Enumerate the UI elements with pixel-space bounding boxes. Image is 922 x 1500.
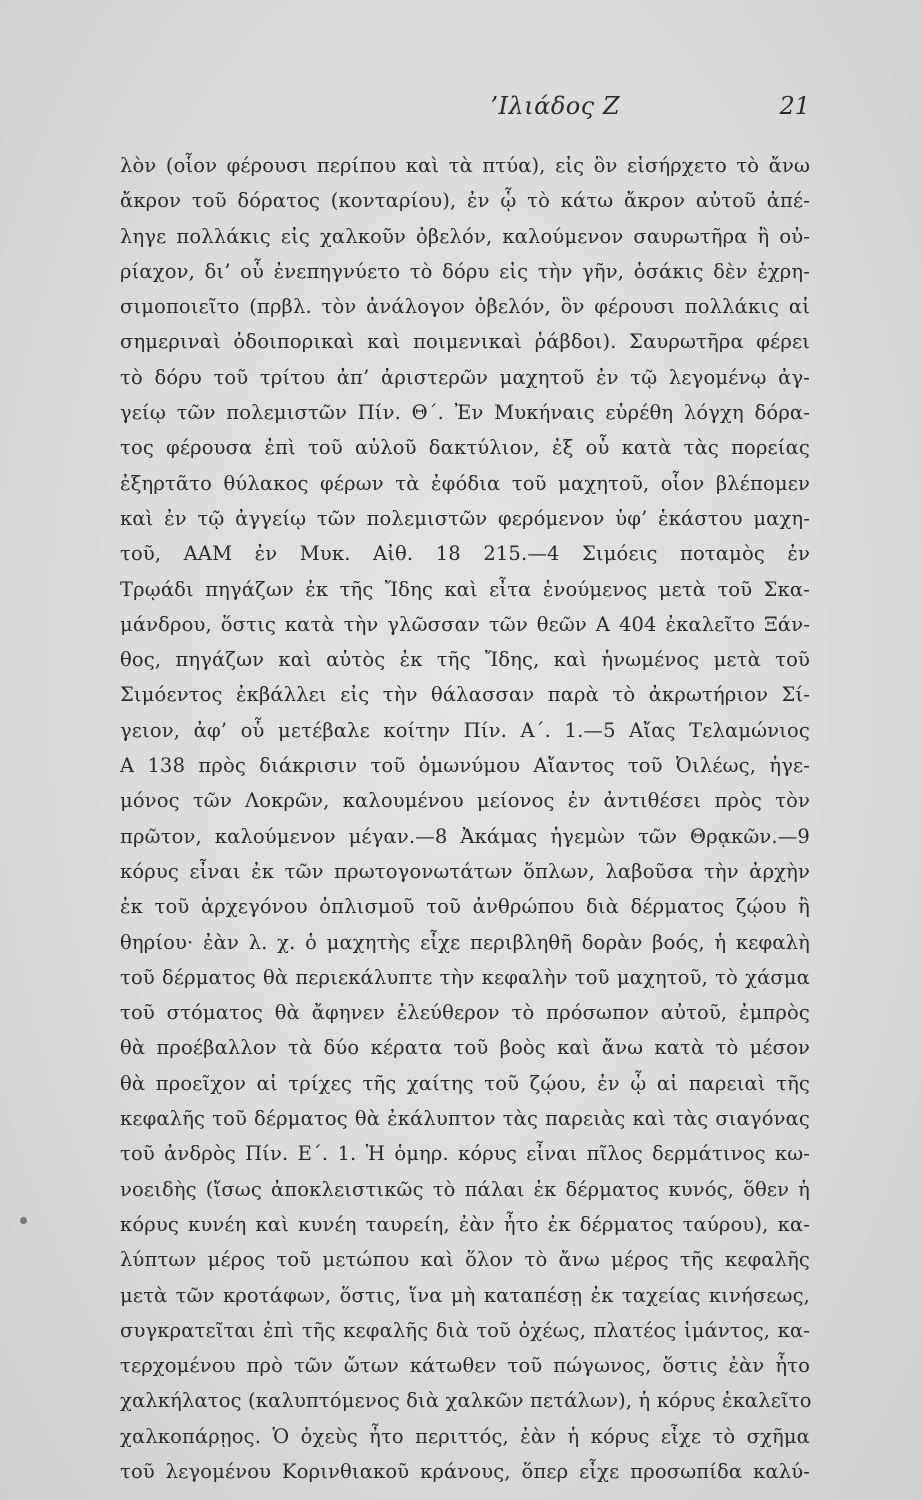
text-line: τὸ δόρυ τοῦ τρίτου ἀπ’ ἀριστερῶν μαχητοῦ ἐν τῷ λεγομένῳ ἀγ-: [120, 365, 810, 389]
text-line: γειον, ἀφ’ οὗ μετέβαλε κοίτην Πίν. Α΄. 1.—5 Αἴας Τελαμώνιος: [120, 718, 810, 742]
text-line: τερχομένου πρὸ τῶν ὤτων κάτωθεν τοῦ πώγωνος, ὅστις ἐὰν ἦτο: [120, 1354, 810, 1378]
text-line: μόνος τῶν Λοκρῶν, καλουμένου μείονος ἐν ἀντιθέσει πρὸς τὸν: [120, 789, 810, 813]
text-line: θος, πηγάζων καὶ αὐτὸς ἐκ τῆς Ἴδης, καὶ ἡνωμένος μετὰ τοῦ: [120, 648, 810, 672]
text-line: ληγε πολλάκις εἰς χαλκοῦν ὀβελόν, καλούμενον σαυρωτῆρα ἢ οὐ-: [120, 224, 810, 248]
text-line: χαλκήλατος (καλυπτόμενος διὰ χαλκῶν πετάλων), ἡ κόρυς ἐκαλεῖτο: [120, 1389, 812, 1413]
text-line: τοῦ λεγομένου Κορινθιακοῦ κράνους, ὅπερ εἶχε προσωπίδα καλύ-: [120, 1459, 810, 1483]
text-line: τοῦ στόματος θὰ ἄφηνεν ἐλεύθερον τὸ πρόσωπον αὐτοῦ, ἐμπρὸς: [120, 1001, 810, 1025]
text-line: πρῶτον, καλούμενον μέγαν.—8 Ἀκάμας ἡγεμὼν τῶν Θρᾳκῶν.—9: [120, 824, 810, 848]
text-line: τος φέρουσα ἐπὶ τοῦ αὐλοῦ δακτύλιον, ἐξ οὗ κατὰ τὰς πορείας: [120, 436, 810, 460]
text-line: νοειδὴς (ἴσως ἀποκλειστικῶς τὸ πάλαι ἐκ δέρματος κυνός, ὅθεν ἡ: [120, 1177, 810, 1201]
text-line: λὸν (οἷον φέρουσι περίπου καὶ τὰ πτύα), εἰς ὃν εἰσήρχετο τὸ ἄνω: [120, 154, 810, 177]
text-line: τοῦ δέρματος θὰ περιεκάλυπτε τὴν κεφαλὴν τοῦ μαχητοῦ, τὸ χάσμα: [120, 965, 810, 989]
text-line: κόρυς εἶναι ἐκ τῶν πρωτογονωτάτων ὅπλων, λαβοῦσα τὴν ἀρχὴν: [120, 859, 810, 883]
page-number: 21: [779, 92, 810, 120]
text-line: καὶ ἐν τῷ ἀγγείῳ τῶν πολεμιστῶν φερόμενον ὑφ’ ἑκάστου μαχη-: [120, 506, 810, 530]
text-line: ἐξηρτᾶτο θύλακος φέρων τὰ ἐφόδια τοῦ μαχητοῦ, οἷον βλέπομεν: [120, 471, 810, 495]
text-line: τοῦ ἀνδρὸς Πίν. Ε΄. 1. Ἡ ὁμηρ. κόρυς εἶναι πῖλος δερμάτινος κω-: [120, 1142, 810, 1166]
text-line: τοῦ, ΑΑΜ ἐν Μυκ. Αἰθ. 18 215.—4 Σιμόεις ποταμὸς ἐν: [120, 542, 810, 566]
text-line: ρίαχον, δι’ οὗ ἐνεπηγνύετο τὸ δόρυ εἰς τὴν γῆν, ὁσάκις δὲν ἐχρη-: [120, 259, 810, 283]
text-line: σημεριναὶ ὁδοιπορικαὶ καὶ ποιμενικαὶ ῥάβδοι). Σαυρωτῆρα φέρει: [120, 330, 810, 354]
text-line: λύπτων μέρος τοῦ μετώπου καὶ ὅλον τὸ ἄνω μέρος τῆς κεφαλῆς: [120, 1248, 810, 1272]
text-line: Τρῳάδι πηγάζων ἐκ τῆς Ἴδης καὶ εἶτα ἑνούμενος μετὰ τοῦ Σκα-: [120, 577, 810, 601]
text-line: μάνδρου, ὅστις κατὰ τὴν γλῶσσαν τῶν θεῶν Α 404 ἐκαλεῖτο Ξάν-: [120, 612, 810, 636]
text-line: ἄκρον τοῦ δόρατος (κονταρίου), ἐν ᾧ τὸ κάτω ἄκρον αὐτοῦ ἀπέ-: [120, 189, 810, 213]
text-line: κεφαλῆς τοῦ δέρματος θὰ ἐκάλυπτον τὰς παρειὰς καὶ τὰς σιαγόνας: [120, 1107, 810, 1131]
text-line: θὰ προεῖχον αἱ τρίχες τῆς χαίτης τοῦ ζῴου, ἐν ᾧ αἱ παρειαὶ τῆς: [120, 1071, 810, 1095]
text-line: μετὰ τῶν κροτάφων, ὅστις, ἵνα μὴ καταπέσῃ ἐκ ταχείας κινήσεως,: [120, 1283, 810, 1307]
page-header: [120, 92, 810, 128]
text-line: συγκρατεῖται ἐπὶ τῆς κεφαλῆς διὰ τοῦ ὀχέως, πλατέος ἱμάντος, κα-: [120, 1318, 810, 1342]
text-line: Σιμόεντος ἐκβάλλει εἰς τὴν θάλασσαν παρὰ τὸ ἀκρωτήριον Σί-: [120, 683, 810, 707]
text-line: κόρυς κυνέη καὶ κυνέη ταυρείη, ἐὰν ἦτο ἐκ δέρματος ταύρου), κα-: [120, 1212, 810, 1236]
running-title: ’Ιλιάδος Ζ: [490, 92, 620, 120]
margin-dot-mark: [20, 1217, 27, 1224]
text-line: χαλκοπάρῃος. Ὁ ὀχεὺς ἦτο περιττός, ἐὰν ἡ κόρυς εἶχε τὸ σχῆμα: [120, 1424, 810, 1448]
text-line: σιμοποιεῖτο (πρβλ. τὸν ἀνάλογον ὀβελόν, ὃν φέρουσι πολλάκις αἱ: [120, 295, 810, 319]
text-line: θηρίου· ἐὰν λ. χ. ὁ μαχητὴς εἶχε περιβληθῆ δορὰν βοός, ἡ κεφαλὴ: [120, 930, 810, 954]
text-line: θὰ προέβαλλον τὰ δύο κέρατα τοῦ βοὸς καὶ ἄνω κατὰ τὸ μέσον: [120, 1036, 810, 1060]
commentary-text: [120, 148, 810, 1489]
text-line: ἐκ τοῦ ἀρχεγόνου ὁπλισμοῦ τοῦ ἀνθρώπου διὰ δέρματος ζῴου ἢ: [120, 895, 810, 919]
text-line: Α 138 πρὸς διάκρισιν τοῦ ὁμωνύμου Αἴαντος τοῦ Ὀιλέως, ἡγε-: [120, 754, 810, 778]
text-line: γείῳ τῶν πολεμιστῶν Πίν. Θ΄. Ἐν Μυκήναις εὑρέθη λόγχη δόρα-: [120, 401, 810, 425]
